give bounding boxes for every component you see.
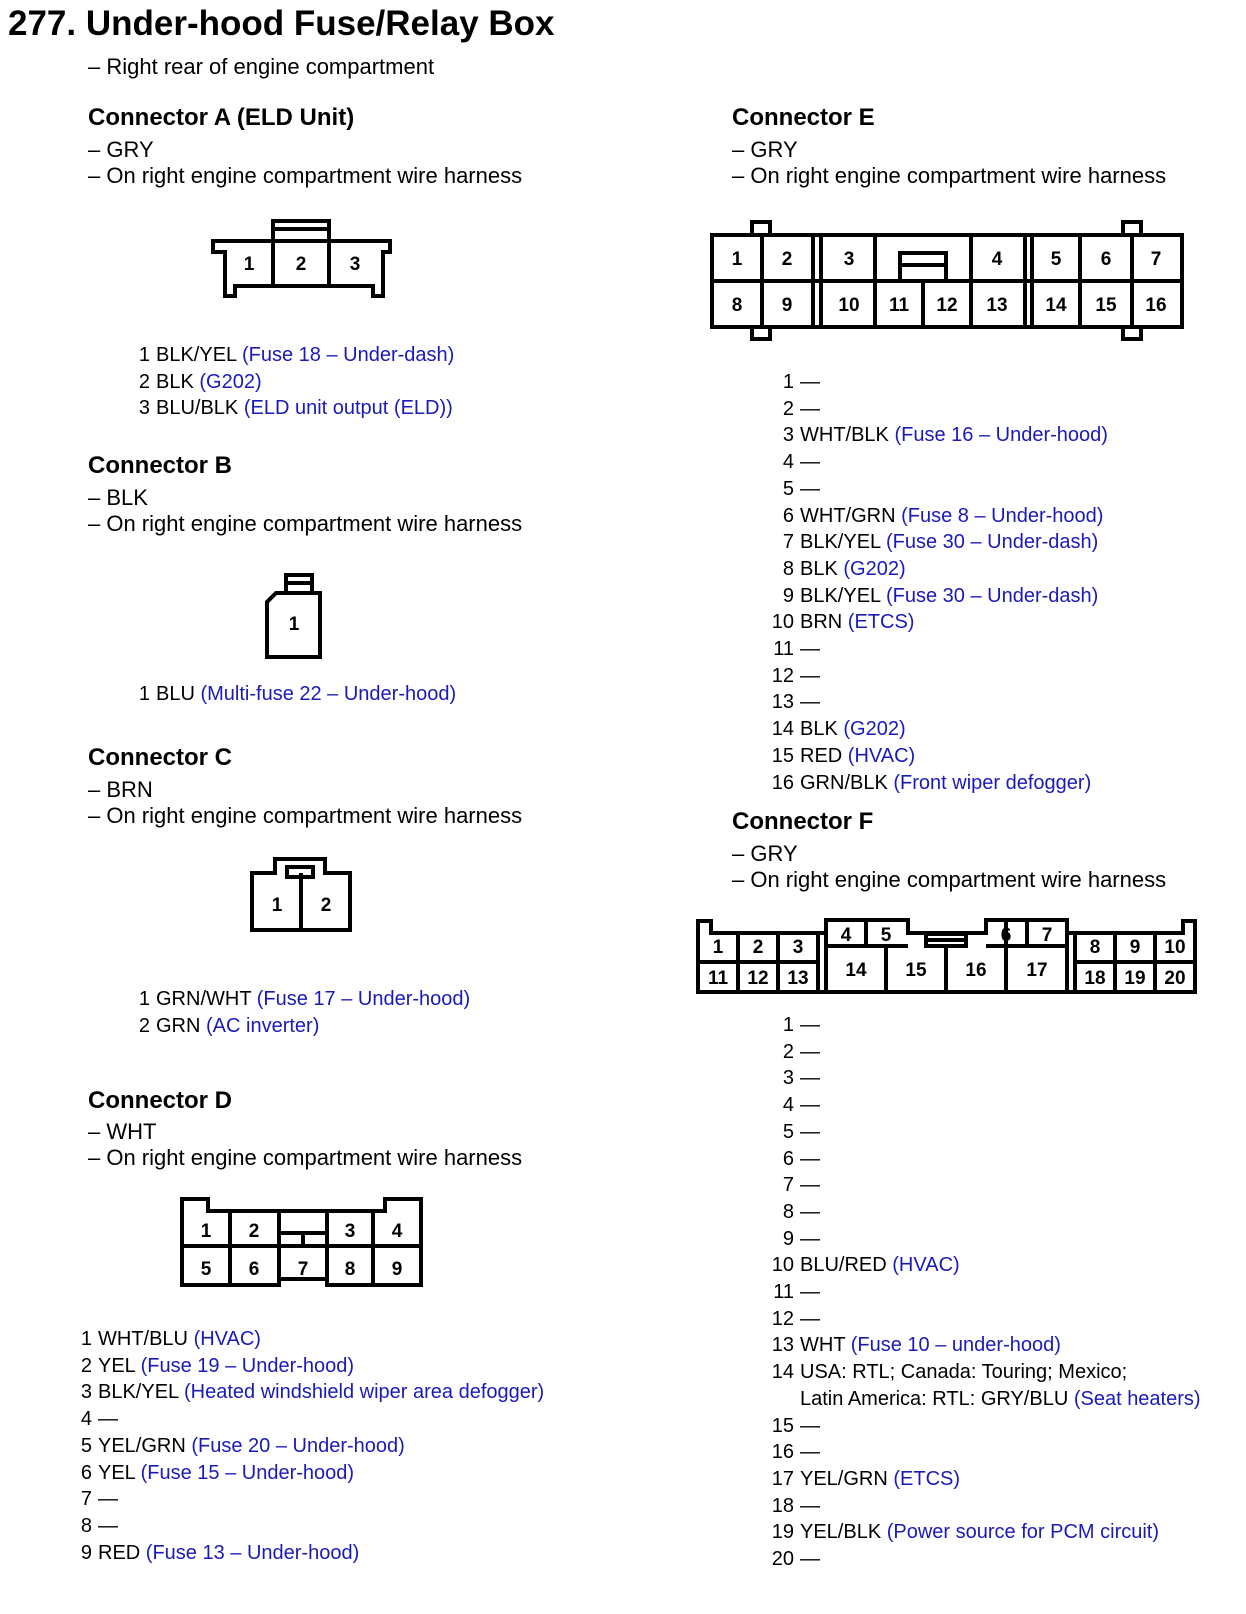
pin-number: 2	[80, 1354, 92, 1377]
pin-wire: —	[800, 1067, 820, 1090]
connector-a-harness: – On right engine compartment wire harness	[88, 163, 523, 188]
pin-wire: YEL	[98, 1461, 136, 1484]
pin-number: 6	[782, 1147, 794, 1170]
connector-e-cavity-label: 10	[838, 295, 860, 316]
pin-number: 4	[782, 451, 794, 474]
pin-wire: BLU/RED	[800, 1254, 887, 1277]
pin-wire: —	[800, 1307, 820, 1330]
pin-wire: —	[800, 451, 820, 474]
pin-number: 17	[771, 1467, 794, 1490]
connector-d-cavity-label: 2	[248, 1221, 260, 1242]
pin-description: (AC inverter)	[206, 1014, 320, 1037]
connector-e-cavity-label: 3	[843, 249, 855, 270]
connector-e-pin-list	[770, 369, 1108, 796]
pin-number: 1	[138, 988, 150, 1010]
pin-description: (HVAC)	[847, 744, 916, 767]
pin-number: 5	[782, 477, 794, 500]
pin-row	[132, 395, 454, 422]
connector-f-color: – GRY	[732, 841, 798, 866]
pin-number: 2	[782, 397, 794, 420]
pin-row	[770, 369, 1108, 396]
pin-wire: —	[800, 1494, 820, 1517]
connector-b-color: – BLK	[88, 485, 148, 510]
pin-number: 6	[80, 1461, 92, 1484]
pin-wire: BLK/YEL	[98, 1381, 179, 1404]
pin-row	[132, 986, 470, 1013]
pin-wire: —	[98, 1488, 118, 1511]
pin-description: (G202)	[843, 718, 906, 741]
pin-number: 7	[782, 1174, 794, 1197]
pin-wire: BLK/YEL	[156, 344, 237, 366]
pin-row	[770, 556, 1108, 583]
pin-number: 7	[80, 1488, 92, 1511]
pin-number: 4	[782, 1094, 794, 1117]
connector-c-color: – BRN	[88, 777, 153, 802]
pin-wire: WHT/GRN	[800, 504, 896, 527]
pin-wire: GRN	[156, 1014, 201, 1037]
page-title: 277. Under-hood Fuse/Relay Box	[8, 4, 555, 43]
pin-number: 13	[771, 691, 794, 714]
pin-row	[770, 1146, 1201, 1173]
pin-description: (Fuse 30 – Under-dash)	[885, 584, 1099, 607]
connector-a-cavity-label: 2	[295, 254, 307, 275]
pin-number: 20	[771, 1548, 794, 1571]
pin-number: 1	[80, 1328, 92, 1350]
connector-f-cavity-label: 18	[1084, 968, 1106, 989]
pin-wire: —	[800, 1227, 820, 1250]
pin-number: 9	[782, 1227, 794, 1250]
connector-f-cavity-label: 17	[1026, 960, 1048, 981]
pin-number: 9	[80, 1541, 92, 1564]
pin-row	[770, 1119, 1201, 1146]
pin-row	[770, 1199, 1201, 1226]
pin-row	[80, 1326, 544, 1353]
connector-c-pin-list	[132, 986, 470, 1039]
pin-description: (Heated windshield wiper area defogger)	[183, 1381, 545, 1404]
connector-b-diagram	[260, 570, 330, 664]
pin-row	[770, 1279, 1201, 1306]
pin-description: (Fuse 16 – Under-hood)	[894, 424, 1108, 447]
pin-row	[132, 342, 454, 369]
pin-number: 14	[771, 718, 794, 741]
connector-f-heading: Connector F	[732, 808, 874, 835]
connector-f-diagram	[693, 912, 1203, 998]
pin-number: 2	[138, 370, 150, 393]
pin-row	[80, 1460, 544, 1487]
connector-e-cavity-label: 1	[731, 249, 743, 270]
pin-row	[132, 1013, 470, 1040]
pin-description: (Multi-fuse 22 – Under-hood)	[200, 683, 457, 705]
connector-e-cavity-label: 7	[1150, 249, 1162, 270]
pin-wire: —	[800, 371, 820, 393]
pin-row	[770, 1306, 1201, 1333]
connector-e-heading: Connector E	[732, 104, 875, 131]
pin-description: (Fuse 15 – Under-hood)	[140, 1461, 355, 1484]
pin-row	[770, 663, 1108, 690]
pin-row	[770, 743, 1108, 770]
connector-a-diagram	[205, 215, 400, 305]
pin-number: 9	[782, 584, 794, 607]
pin-number: 18	[771, 1494, 794, 1517]
pin-row	[80, 1540, 544, 1567]
pin-wire: BLK/YEL	[800, 584, 881, 607]
connector-f-cavity-label: 14	[845, 960, 867, 981]
pin-row	[770, 422, 1108, 449]
pin-wire: WHT	[800, 1334, 846, 1357]
pin-number: 10	[771, 1254, 794, 1277]
pin-description: (G202)	[199, 370, 262, 393]
pin-row	[770, 770, 1108, 797]
pin-number: 2	[138, 1014, 150, 1037]
connector-a-color: – GRY	[88, 137, 154, 162]
connector-e-harness: – On right engine compartment wire harness	[732, 163, 1167, 188]
connector-a-heading: Connector A (ELD Unit)	[88, 104, 355, 131]
connector-e-cavity-label: 16	[1145, 295, 1167, 316]
pin-row	[770, 1493, 1201, 1520]
pin-wire: WHT/BLU	[98, 1328, 188, 1350]
connector-f-cavity-label: 4	[840, 925, 852, 946]
pin-description: (HVAC)	[892, 1254, 960, 1277]
pin-description: (Fuse 17 – Under-hood)	[256, 988, 471, 1010]
connector-f-cavity-label: 11	[707, 968, 729, 989]
pin-row	[770, 1359, 1201, 1386]
pin-row	[80, 1406, 544, 1433]
pin-row	[80, 1513, 544, 1540]
pin-row	[770, 1012, 1201, 1039]
pin-wire: —	[800, 397, 820, 420]
pin-wire: BLK	[800, 557, 838, 580]
pin-description: (Fuse 20 – Under-hood)	[191, 1434, 405, 1457]
connector-f-cavity-label: 20	[1164, 968, 1186, 989]
pin-number: 11	[773, 638, 794, 661]
connector-a-pin-list	[132, 342, 454, 422]
connector-c-cavity-label: 1	[271, 895, 283, 916]
pin-wire: GRN/WHT	[156, 988, 252, 1010]
pin-wire: YEL	[98, 1354, 136, 1377]
connector-f-cavity-label: 10	[1164, 937, 1186, 958]
connector-c-harness: – On right engine compartment wire harness	[88, 803, 523, 828]
pin-description: (Fuse 19 – Under-hood)	[140, 1354, 355, 1377]
pin-wire: —	[800, 691, 820, 714]
pin-number: 8	[80, 1514, 92, 1537]
connector-a-cavity-label: 3	[349, 254, 361, 275]
pin-wire: RED	[800, 744, 843, 767]
pin-row	[770, 583, 1108, 610]
connector-d-cavity-label: 5	[200, 1259, 212, 1280]
pin-row	[770, 449, 1108, 476]
connector-f-cavity-label: 19	[1124, 968, 1146, 989]
pin-number: 16	[771, 1441, 794, 1464]
connector-e-cavity-label: 11	[888, 295, 910, 316]
connector-f-cavity-label: 6	[1000, 925, 1012, 946]
pin-description: (ELD unit output (ELD))	[243, 397, 453, 420]
pin-row	[770, 716, 1108, 743]
pin-number: 12	[771, 1307, 794, 1330]
connector-e-cavity-label: 15	[1095, 295, 1117, 316]
connector-e-cavity-label: 5	[1050, 249, 1062, 270]
pin-row	[770, 1413, 1201, 1440]
pin-description: (Fuse 13 – Under-hood)	[145, 1541, 360, 1564]
pin-row	[770, 503, 1108, 530]
connector-d-cavity-label: 8	[344, 1259, 356, 1280]
pin-wire: BRN	[800, 611, 843, 634]
pin-wire: —	[800, 664, 820, 687]
pin-number: 13	[771, 1334, 794, 1357]
pin-wire: —	[800, 1040, 820, 1063]
pin-number: 3	[782, 1067, 794, 1090]
pin-wire: —	[800, 1441, 820, 1464]
connector-d-cavity-label: 9	[391, 1259, 403, 1280]
pin-wire: BLU	[156, 683, 195, 705]
pin-wire: —	[800, 1414, 820, 1437]
connector-d-color: – WHT	[88, 1119, 157, 1144]
pin-wire: —	[800, 1281, 820, 1304]
connector-e-cavity-label: 14	[1045, 295, 1067, 316]
connector-f-pin-list	[770, 1012, 1201, 1573]
connector-c-diagram	[245, 853, 360, 938]
pin-number: 4	[80, 1408, 92, 1431]
pin-description: (ETCS)	[893, 1467, 961, 1490]
connector-c-heading: Connector C	[88, 744, 232, 771]
pin-row	[770, 1226, 1201, 1253]
pin-description: (G202)	[843, 557, 906, 580]
pin-row	[770, 1039, 1201, 1066]
connector-d-heading: Connector D	[88, 1087, 232, 1114]
pin-number: 15	[771, 744, 794, 767]
pin-row	[770, 1065, 1201, 1092]
pin-description: (Fuse 30 – Under-dash)	[885, 531, 1099, 554]
pin-wire: Latin America: RTL: GRY/BLU	[800, 1387, 1069, 1410]
pin-number: 1	[138, 683, 150, 705]
connector-e-diagram	[705, 215, 1190, 345]
pin-wire: BLK	[156, 370, 194, 393]
pin-number: 8	[782, 557, 794, 580]
connector-f-harness: – On right engine compartment wire harness	[732, 867, 1167, 892]
pin-row	[770, 636, 1108, 663]
connector-e-cavity-label: 8	[731, 295, 743, 316]
connector-e-cavity-label: 4	[991, 249, 1003, 270]
pin-number: 3	[80, 1381, 92, 1404]
pin-number: 19	[771, 1521, 794, 1544]
pin-row	[770, 689, 1108, 716]
connector-f-cavity-label: 1	[712, 937, 724, 958]
pin-number: 1	[782, 371, 794, 393]
pin-description: (Fuse 8 – Under-hood)	[901, 504, 1104, 527]
pin-row	[132, 369, 454, 396]
pin-wire: YEL/GRN	[800, 1467, 888, 1490]
pin-wire: BLK/YEL	[800, 531, 881, 554]
pin-number: 10	[771, 611, 794, 634]
pin-row	[770, 1519, 1201, 1546]
connector-f-cavity-label: 12	[747, 968, 769, 989]
pin-description: (Power source for PCM circuit)	[886, 1521, 1160, 1544]
connector-b-harness: – On right engine compartment wire harness	[88, 511, 523, 536]
connector-f-cavity-label: 9	[1129, 937, 1141, 958]
pin-number: 1	[138, 344, 150, 366]
connector-d-cavity-label: 3	[344, 1221, 356, 1242]
pin-wire: GRN/BLK	[800, 771, 888, 794]
pin-wire: BLK	[800, 718, 838, 741]
pin-wire: —	[800, 1120, 820, 1143]
pin-row	[770, 1252, 1201, 1279]
pin-row	[770, 476, 1108, 503]
pin-wire: USA: RTL; Canada: Touring; Mexico;	[800, 1361, 1128, 1384]
pin-wire: —	[98, 1514, 118, 1537]
connector-e-cavity-label: 12	[936, 295, 958, 316]
connector-e-cavity-label: 2	[781, 249, 793, 270]
pin-number: 12	[771, 664, 794, 687]
pin-wire: —	[800, 638, 820, 661]
connector-f-cavity-label: 13	[787, 968, 809, 989]
pin-row	[770, 1092, 1201, 1119]
connector-f-cavity-label: 5	[880, 925, 892, 946]
pin-row	[770, 396, 1108, 423]
pin-row	[770, 609, 1108, 636]
pin-row	[770, 1466, 1201, 1493]
connector-a-cavity-label: 1	[243, 254, 255, 275]
connector-d-pin-list	[80, 1326, 544, 1566]
pin-description: (HVAC)	[193, 1328, 261, 1350]
connector-e-color: – GRY	[732, 137, 798, 162]
pin-wire: —	[800, 477, 820, 500]
pin-number: 1	[782, 1014, 794, 1036]
connector-d-diagram	[175, 1193, 430, 1293]
pin-row	[770, 1546, 1201, 1573]
pin-wire: WHT/BLK	[800, 424, 889, 447]
pin-wire: —	[800, 1174, 820, 1197]
pin-row	[770, 529, 1108, 556]
connector-f-cavity-label: 2	[752, 937, 764, 958]
pin-number: 3	[782, 424, 794, 447]
pin-wire: YEL/GRN	[98, 1434, 186, 1457]
pin-description: (Seat heaters)	[1073, 1387, 1201, 1410]
pin-description: (Front wiper defogger)	[893, 771, 1092, 794]
pin-description: (Fuse 10 – under-hood)	[850, 1334, 1061, 1357]
connector-d-cavity-label: 6	[248, 1259, 260, 1280]
pin-row	[80, 1353, 544, 1380]
pin-number: 15	[771, 1414, 794, 1437]
pin-wire: —	[800, 1147, 820, 1170]
pin-number: 8	[782, 1200, 794, 1223]
connector-b-heading: Connector B	[88, 452, 232, 479]
pin-row	[770, 1332, 1201, 1359]
pin-wire: BLU/BLK	[156, 397, 239, 420]
location-note: – Right rear of engine compartment	[88, 54, 435, 79]
pin-row	[770, 1439, 1201, 1466]
connector-d-cavity-label: 4	[391, 1221, 403, 1242]
pin-wire: —	[800, 1014, 820, 1036]
pin-description: (ETCS)	[847, 611, 915, 634]
pin-number: 14	[771, 1361, 794, 1384]
pin-number: 6	[782, 504, 794, 527]
pin-row	[80, 1486, 544, 1513]
connector-e-cavity-label: 6	[1100, 249, 1112, 270]
pin-number: 5	[80, 1434, 92, 1457]
pin-wire: YEL/BLK	[800, 1521, 882, 1544]
pin-wire: —	[800, 1548, 820, 1571]
pin-row	[770, 1386, 1201, 1413]
connector-d-cavity-label: 1	[200, 1221, 212, 1242]
connector-d-cavity-label: 7	[297, 1259, 309, 1280]
pin-description: (Fuse 18 – Under-dash)	[241, 344, 455, 366]
pin-wire: RED	[98, 1541, 141, 1564]
pin-number: 3	[138, 397, 150, 420]
connector-f-cavity-label: 15	[905, 960, 927, 981]
connector-c-cavity-label: 2	[320, 895, 332, 916]
pin-row	[80, 1433, 544, 1460]
pin-number: 16	[771, 771, 794, 794]
connector-e-cavity-label: 9	[781, 295, 793, 316]
pin-row	[80, 1379, 544, 1406]
pin-row	[770, 1172, 1201, 1199]
pin-number: 7	[782, 531, 794, 554]
connector-f-cavity-label: 7	[1041, 925, 1053, 946]
connector-f-cavity-label: 8	[1089, 937, 1101, 958]
pin-number: 2	[782, 1040, 794, 1063]
pin-number: 5	[782, 1120, 794, 1143]
pin-wire: —	[98, 1408, 118, 1431]
connector-d-harness: – On right engine compartment wire harness	[88, 1145, 523, 1170]
pin-wire: —	[800, 1094, 820, 1117]
connector-f-cavity-label: 3	[792, 937, 804, 958]
pin-wire: —	[800, 1200, 820, 1223]
connector-b-pin-list	[132, 681, 456, 708]
connector-f-cavity-label: 16	[965, 960, 987, 981]
connector-e-cavity-label: 13	[986, 295, 1008, 316]
pin-row	[132, 681, 456, 708]
connector-b-cavity-label: 1	[288, 614, 300, 635]
pin-number: 11	[773, 1281, 794, 1304]
